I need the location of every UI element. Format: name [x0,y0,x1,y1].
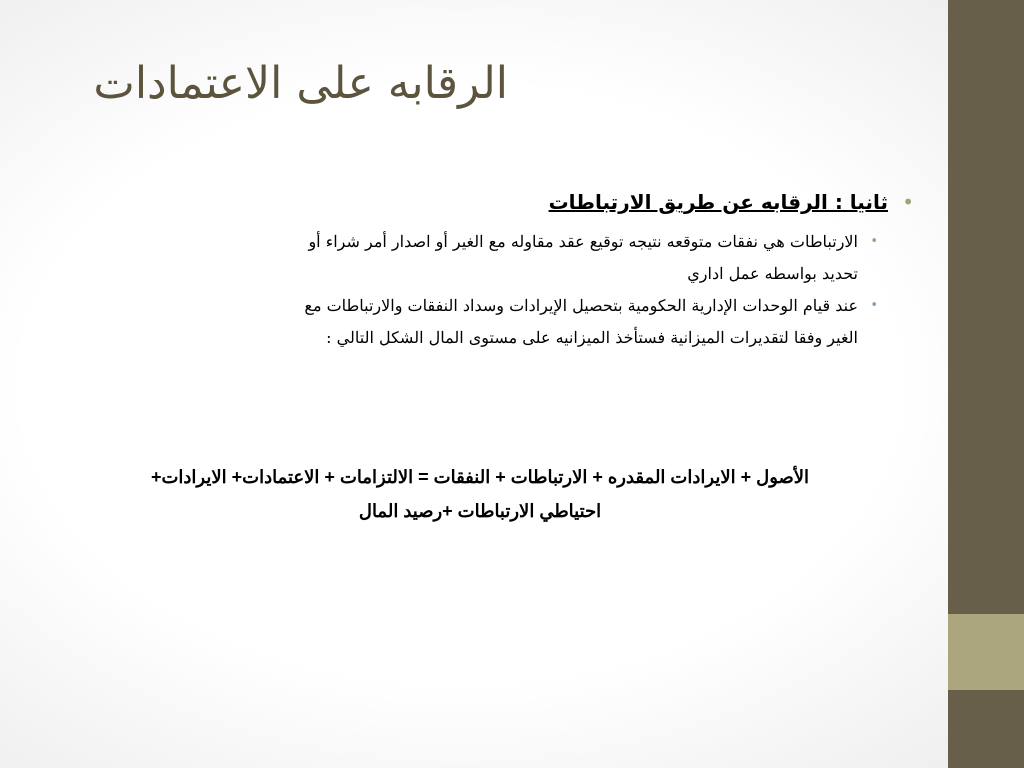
equation-line: الأصول + الايرادات المقدره + الارتباطات + النفقات = الالتزامات + الاعتمادات+ الايرادات+ [150,467,810,487]
decorative-sidebar [948,0,1024,768]
equation-line: احتياطي الارتباطات +رصيد المال [358,501,602,521]
bullet-dot-icon: • [870,234,878,249]
sub-bullet-budget [68,290,878,354]
sub-bullet-line: تحديد بواسطه عمل اداري [687,264,858,283]
sub-bullet-line: الغير وفقا لتقديرات الميزانية فستأخذ الميزانيه على مستوى المال الشكل التالي : [326,328,858,347]
budget-equation [40,460,920,528]
main-bullet: • ثانيا : الرقابه عن طريق الارتباطات [58,188,888,216]
sub-bullet-line: الارتباطات هي نفقات متوقعه نتيجه توقيع عقد مقاوله مع الغير أو اصدار أمر شراء أو [308,232,858,251]
slide-title: الرقابه على الاعتمادات [93,58,508,109]
decorative-sidebar-band [948,614,1024,690]
slide-content [58,188,918,354]
sub-bullet-line: عند قيام الوحدات الإدارية الحكومية بتحصيل الإيرادات وسداد النفقات والارتباطات مع [304,296,858,315]
sub-bullet-definition [68,226,878,290]
bullet-dot-icon: • [870,298,878,313]
